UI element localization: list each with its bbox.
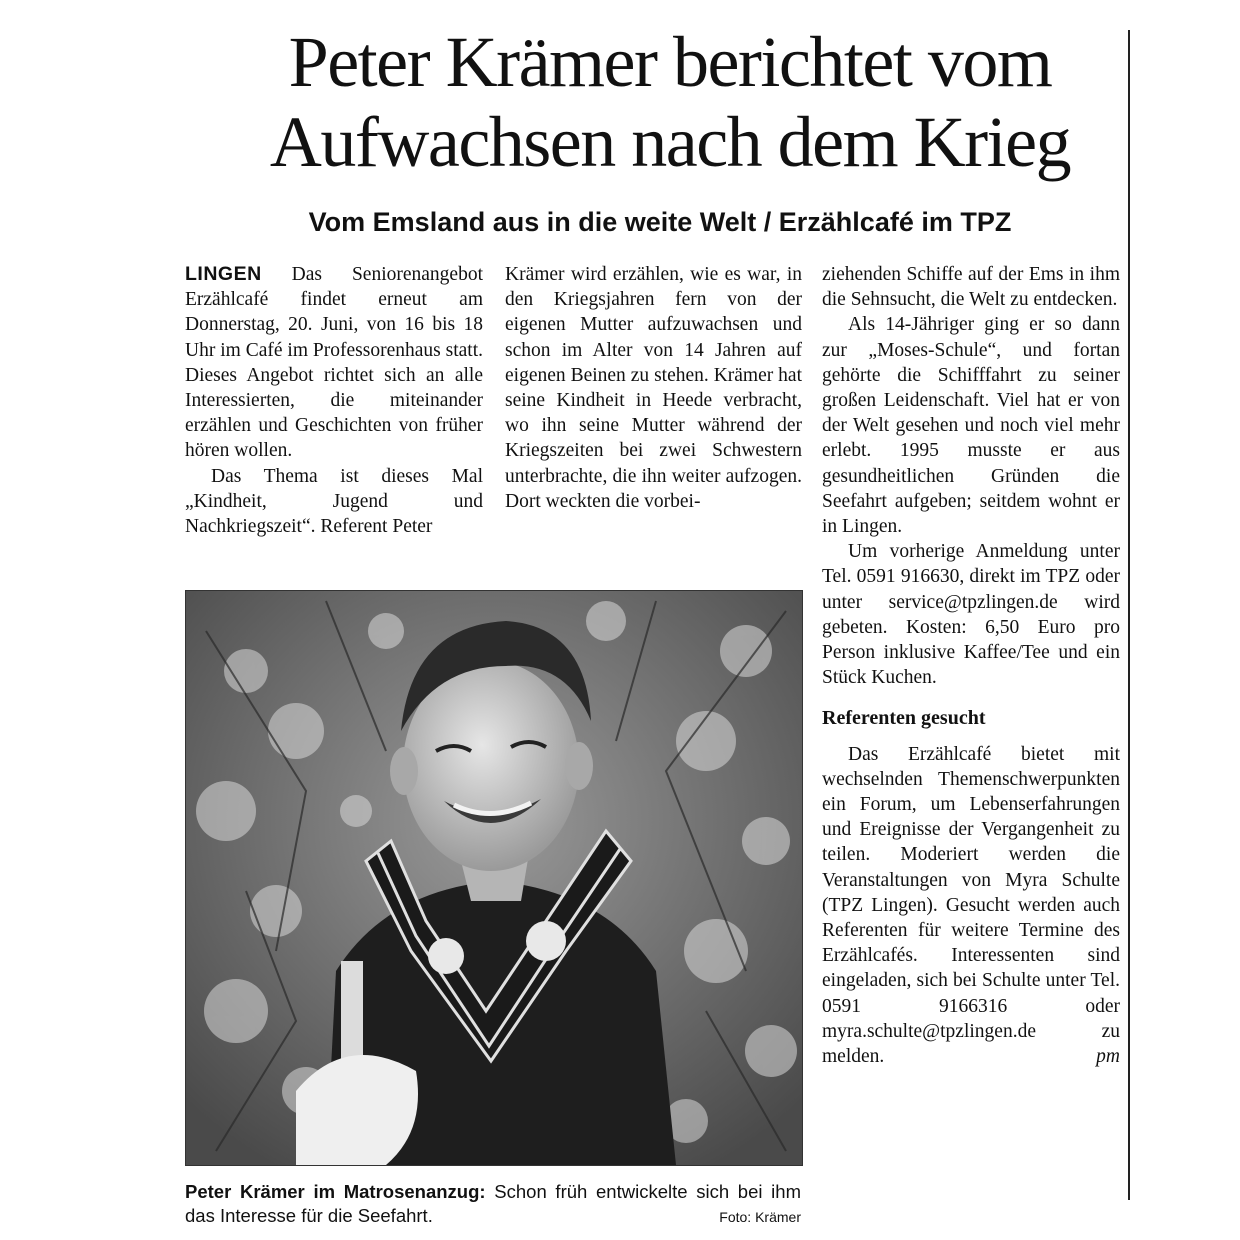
boy-in-sailor-suit-photo bbox=[186, 591, 802, 1165]
section-subheading: Referenten gesucht bbox=[822, 707, 986, 730]
column-rule bbox=[1128, 30, 1130, 1200]
caption-lead: Peter Krämer im Matrosenanzug: bbox=[185, 1181, 486, 1202]
paragraph: Krämer wird erzählen, wie es war, in den Kriegsjahren fern von der eigenen Mutter aufzuwachsen und schon im Alter von 14 Jahren auf eigenen Beinen zu stehen. Krämer hat seine Kindheit in Heede verbracht, wo ihn seine Mutter während der Kriegszeiten bei zwei Schwestern unterbrachte, die ihn weiter aufzogen. Dort weckten die vorbei- bbox=[505, 264, 802, 512]
dateline: LINGEN bbox=[185, 263, 262, 285]
article-column-3 bbox=[822, 262, 1120, 1070]
article-column-1 bbox=[185, 262, 483, 539]
paragraph bbox=[185, 262, 483, 464]
author-signature: pm bbox=[1096, 1046, 1120, 1068]
paragraph: Um vorherige Anmeldung unter Tel. 0591 916630, direkt im TPZ oder unter service@tpzlingen.de wird gebeten. Kosten: 6,50 Euro pro Person inklusive Kaffee/Tee und ein Stück Kuchen. bbox=[822, 541, 1120, 689]
headline: Peter Krämer berichtet vom Aufwachsen nach dem Krieg bbox=[269, 22, 1071, 182]
photo-credit: Foto: Krämer bbox=[719, 1209, 801, 1225]
paragraph: ziehenden Schiffe auf der Ems in ihm die Sehnsucht, die Welt zu entdecken. bbox=[822, 264, 1120, 311]
paragraph: Das Erzählcafé bietet mit wechselnden Themenschwerpunkten ein Forum, um Lebenserfahrungen und Ereignisse der Vergangenheit zu teilen. Moderiert werden die Veranstaltungen von Myra Schulte (TPZ Lingen). Gesucht werden auch Referenten für weitere Termine des Erzählcafés. Interessenten sind eingeladen, sich bei Schulte unter Tel. 0591 9166316 oder myra.schulte@tpzlingen.de zu melden. bbox=[822, 743, 1120, 1068]
paragraph: Das Thema ist dieses Mal „Kindheit, Jugend und Nachkriegszeit“. Referent Peter bbox=[185, 465, 483, 538]
paragraph: Als 14-Jähriger ging er so dann zur „Moses-Schule“, und fortan gehörte die Schifffahrt zu seiner großen Leidenschaft. Viel hat er von der Welt gesehen und noch viel mehr erlebt. 1995 musste er aus gesundheitlichen Gründen die Seefahrt aufgeben; seitdem wohnt er in Lingen. bbox=[822, 314, 1120, 538]
subheadline: Vom Emsland aus in die weite Welt / Erzählcafé im TPZ bbox=[308, 207, 1012, 237]
article-photo bbox=[185, 590, 803, 1166]
paragraph-text: Das Seniorenangebot Erzählcafé findet erneut am Donnerstag, 20. Juni, von 16 bis 18 Uhr im Café im Professorenhaus statt. Dieses Angebot richtet sich an alle Interessierten, die miteinander erzählen und Geschichten von früher hören wollen. bbox=[185, 264, 484, 462]
article-column-2 bbox=[505, 262, 802, 514]
caption-text: Schon früh entwickelte sich bei ihm das Interesse für die Seefahrt. bbox=[185, 1181, 801, 1226]
